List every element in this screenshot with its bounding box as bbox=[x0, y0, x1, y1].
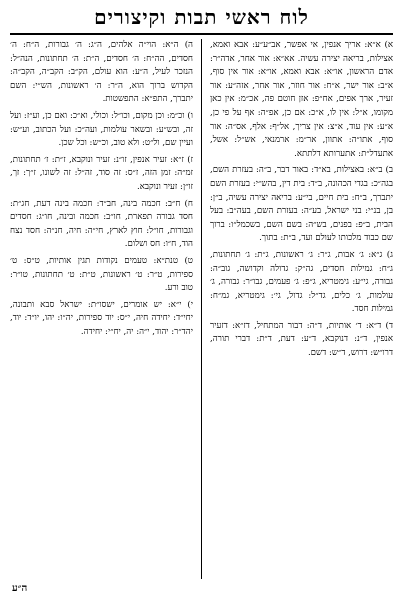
text-columns bbox=[10, 39, 393, 579]
left-column bbox=[10, 39, 193, 579]
entry-vav: ו) וכ״מ: וכן מקום, וכו״ל: וכולי, וא״כ: ואם כן, וע״ז: ועל זה, ובש״ע: ובשאר עולמות, ועה״כ: ועל הכתוב, וע״ש: ועיין שם, ול״ט: ולא טוב, וכ״ש: וכל שכן. bbox=[10, 110, 193, 149]
title-rule bbox=[10, 33, 393, 35]
entry-alef: א) א״א: אריך אנפין, אי אפשר, אב״ע״ע: אבא ואמא, אצילות, בריאה יצירה עשיה. אא״א: אור אחר, אדה״ר: אדם הראשון, או״א: אבא ואמא, או״א: אור אין סוף, א״ב: אור ישר, א״ח: אור חוזר, אור אחר, אזה״ע: אור זעיר, ארך אפים, אח״פ: אזן חוטם פה, אכ״מ: אין כאן מקומו, א״ל: אין לו, א״כ: אם כן, אפ״ה: אף על פי כן, א״ע: אין עוד, א״צ: אין צריך, אל״ף: אלף, אס״ה: אור סוף, אתו״ה: אתוון, אר״מ: ארמנאי, אש״ל: אשל, אתעדל״ת: אתערותא דלתתא. bbox=[209, 40, 393, 159]
entry-yod: י) י״א: יש אומרים, ישסו״ת: ישראל סבא ותבונה, יחי״ד: יחידה חיה, י״ס: יוד ספירות, יה״ו: יהו, יו״ד: יוד, יהד״ר: יהוד, י״ה: יה, יח״י: יחידה. bbox=[10, 299, 193, 337]
entry-gimel: ג) ג״א: ג׳ אבות, ג״ר: ג׳ ראשונות, ג״ת: ג׳ תחתונות, ג״ח: גמילות חסדים, גה״ק: גדולה וקדושה, גוב״ה: גבורה, גי״ע: גימטריא, ג״פ: ג׳ פעמים, גבו״ר: גבורה, ג׳ עולמות, ג׳ כלים, גד״ל: גדול, גי׳: גימטריא, גמ״ח: גמילות חסד. bbox=[209, 249, 393, 315]
entry-het: ח) ח״ב: חכמה בינה, חב״ד: חכמה בינה דעת, חג״ת: חסד גבורה תפארת, חו״ב: חכמה ובינה, חו״ג: חסדים וגבורות, חו״ל: חוץ לארץ, חי״ה: חיה, חנ״ה: חסד נצח הוד, ח״ו: חס ושלום. bbox=[10, 198, 193, 250]
entry-he: ה) ה״א: הוי״ה אלהים, ה״ג: ה׳ גבורות, ה״ח: ה׳ חסדים, הה״ח: ה׳ חסדים, ה״ת: ה׳ תחתונות, הנה״ל: הנזכר לעיל, ה״ע: הוא עולם, הק״ב: הקב״ה, הקב״ה: הקדוש ברוך הוא, ה״ר: ה׳ ראשונות, הש״י: השם יתברך, התפ״א: התפשטות. bbox=[10, 40, 193, 105]
page-title: לוח ראשי תבות וקיצורים bbox=[94, 5, 309, 29]
entry-bet: ב) ב״א: באצילות, בא״ד: באור דבר, ב״ה: בעזרת השם, בגה״כ: בגדי הכהונה, ב״ד: בית דין, בהש״י: בעזרת השם יתברך, ב״ח: בית חיים, בי״ע: בריאה יצירה עשיה, ב״ן: בן, בנ״י: בני ישראל, בע״ה: בעזרת השם, בעה״ב: בעל הבית, ב״פ: בפנים, בש״ה: בשם השם, בשכמל״ו: ברוך שם כבוד מלכותו לעולם ועד, ב״ת: בתוך. bbox=[209, 165, 393, 244]
entry-zayin: ז) ז״א: זעיר אנפין, זו״נ: זעיר ונוקבא, ז״ת: ז׳ תחתונות, זמ״ה: זמן הזה, ז״ס: זה סוד, זה״ל: זה לשונו, ז״ך: זך, זו״ן: זעיר ונוקבא. bbox=[10, 154, 193, 192]
entry-dalet: ד) ד״א: ד׳ אותיות, ד״ה: דבור המתחיל, דז״א: דזעיר אנפין, ד״נ: דנוקבא, ד״ע: דעת, ד״ת: דברי תורה, דרו״ש: דרוש, ד״ש: דשם. bbox=[209, 320, 393, 359]
entry-tet: ט) טנת״א: טעמים נקודות תגין אותיות, ט״ס: ט׳ ספירות, ט״ר: ט׳ ראשונות, ט״ת: ט׳ תחתונות, טו״ר: טוב ורע. bbox=[10, 255, 193, 294]
page-footer-mark: ה״ע bbox=[12, 583, 28, 594]
right-column bbox=[210, 39, 393, 579]
column-divider bbox=[201, 39, 202, 579]
